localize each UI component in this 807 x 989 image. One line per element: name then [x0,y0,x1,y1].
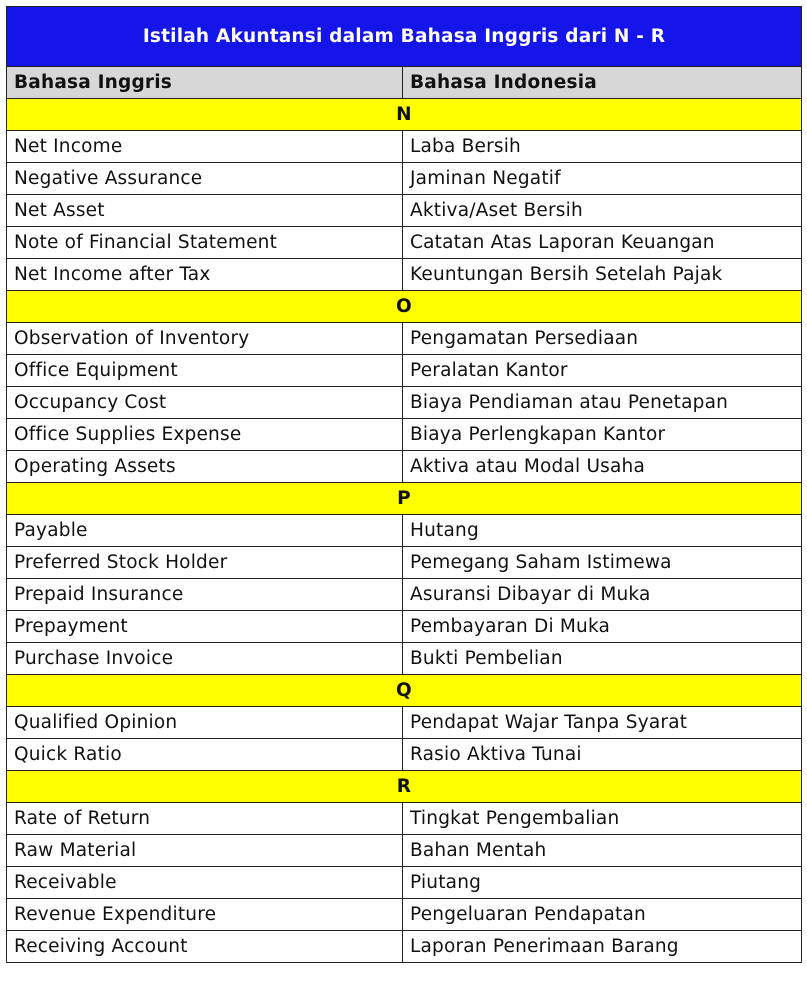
term-english: Net Income [7,131,403,163]
term-english: Office Equipment [7,355,403,387]
term-indonesian: Bahan Mentah [403,835,802,867]
table-row [7,387,802,419]
glossary-table [6,6,802,963]
glossary-body [7,7,802,963]
term-english: Net Asset [7,195,403,227]
section-letter-row [7,771,802,803]
term-indonesian: Pemegang Saham Istimewa [403,547,802,579]
term-indonesian: Laba Bersih [403,131,802,163]
term-indonesian: Jaminan Negatif [403,163,802,195]
table-row [7,611,802,643]
term-indonesian: Pengamatan Persediaan [403,323,802,355]
table-row [7,195,802,227]
table-row [7,355,802,387]
term-english: Net Income after Tax [7,259,403,291]
term-english: Quick Ratio [7,739,403,771]
section-letter: O [7,291,802,323]
table-row [7,899,802,931]
term-indonesian: Biaya Perlengkapan Kantor [403,419,802,451]
table-row [7,419,802,451]
term-english: Payable [7,515,403,547]
table-row [7,451,802,483]
term-indonesian: Piutang [403,867,802,899]
section-letter: P [7,483,802,515]
table-row [7,163,802,195]
term-english: Note of Financial Statement [7,227,403,259]
term-english: Prepayment [7,611,403,643]
term-indonesian: Pendapat Wajar Tanpa Syarat [403,707,802,739]
term-english: Preferred Stock Holder [7,547,403,579]
term-indonesian: Aktiva/Aset Bersih [403,195,802,227]
term-indonesian: Biaya Pendiaman atau Penetapan [403,387,802,419]
term-indonesian: Peralatan Kantor [403,355,802,387]
table-row [7,547,802,579]
section-letter: R [7,771,802,803]
term-english: Raw Material [7,835,403,867]
section-letter: N [7,99,802,131]
term-indonesian: Aktiva atau Modal Usaha [403,451,802,483]
term-english: Observation of Inventory [7,323,403,355]
table-title: Istilah Akuntansi dalam Bahasa Inggris dari N - R [7,7,802,67]
section-letter: Q [7,675,802,707]
term-indonesian: Catatan Atas Laporan Keuangan [403,227,802,259]
term-indonesian: Bukti Pembelian [403,643,802,675]
column-header-indonesian: Bahasa Indonesia [403,67,802,99]
section-letter-row [7,99,802,131]
term-english: Revenue Expenditure [7,899,403,931]
section-letter-row [7,291,802,323]
term-indonesian: Rasio Aktiva Tunai [403,739,802,771]
table-row [7,803,802,835]
term-indonesian: Keuntungan Bersih Setelah Pajak [403,259,802,291]
term-indonesian: Laporan Penerimaan Barang [403,931,802,963]
section-letter-row [7,675,802,707]
table-row [7,227,802,259]
term-english: Office Supplies Expense [7,419,403,451]
table-row [7,259,802,291]
term-english: Receiving Account [7,931,403,963]
term-indonesian: Tingkat Pengembalian [403,803,802,835]
term-english: Receivable [7,867,403,899]
term-indonesian: Hutang [403,515,802,547]
table-row [7,131,802,163]
table-row [7,867,802,899]
term-english: Occupancy Cost [7,387,403,419]
table-row [7,739,802,771]
term-indonesian: Asuransi Dibayar di Muka [403,579,802,611]
column-header-row [7,67,802,99]
term-english: Prepaid Insurance [7,579,403,611]
term-english: Purchase Invoice [7,643,403,675]
title-row [7,7,802,67]
term-english: Qualified Opinion [7,707,403,739]
section-letter-row [7,483,802,515]
term-indonesian: Pengeluaran Pendapatan [403,899,802,931]
table-row [7,323,802,355]
term-english: Negative Assurance [7,163,403,195]
table-row [7,707,802,739]
term-english: Rate of Return [7,803,403,835]
table-row [7,579,802,611]
table-row [7,643,802,675]
term-english: Operating Assets [7,451,403,483]
table-row [7,515,802,547]
table-row [7,931,802,963]
table-row [7,835,802,867]
column-header-english: Bahasa Inggris [7,67,403,99]
term-indonesian: Pembayaran Di Muka [403,611,802,643]
